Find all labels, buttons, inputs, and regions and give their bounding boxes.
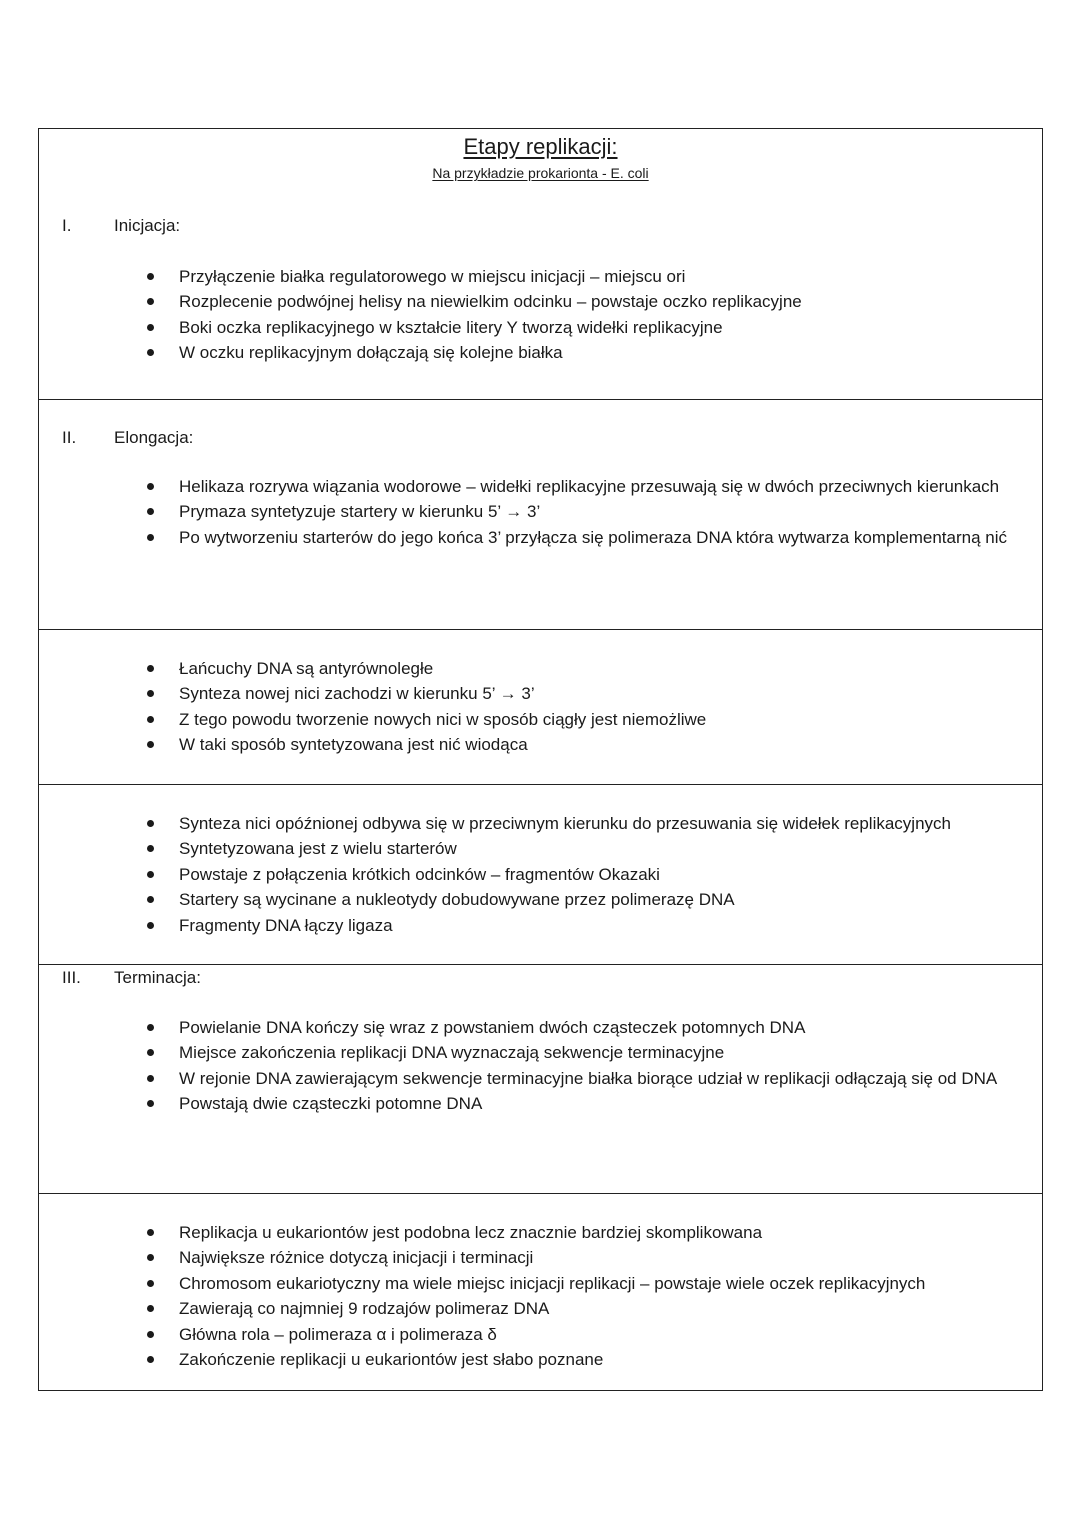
list-item: Rozplecenie podwójnej helisy na niewielkim odcinku – powstaje oczko replikacyjne — [39, 289, 1042, 314]
bullet-icon — [147, 1305, 154, 1312]
list-item: Chromosom eukariotyczny ma wiele miejsc inicjacji replikacji – powstaje wiele oczek replikacyjnych — [39, 1271, 1042, 1296]
list-item: Zawierają co najmniej 9 rodzajów polimeraz DNA — [39, 1296, 1042, 1321]
list-item: Fragmenty DNA łączy ligaza — [39, 913, 1042, 938]
bullet-list — [39, 264, 1042, 366]
bullet-icon — [147, 845, 154, 852]
list-item: Synteza nici opóźnionej odbywa się w przeciwnym kierunku do przesuwania się widełek replikacyjnych — [39, 811, 1042, 836]
bullet-icon — [147, 483, 154, 490]
section-heading-label: Terminacja: — [114, 968, 201, 987]
list-item: Powielanie DNA kończy się wraz z powstaniem dwóch cząsteczek potomnych DNA — [39, 1015, 1042, 1040]
list-item: W taki sposób syntetyzowana jest nić wiodąca — [39, 732, 1042, 757]
bullet-list — [39, 1015, 1042, 1117]
bullet-icon — [147, 690, 154, 697]
list-item: W rejonie DNA zawierającym sekwencje terminacyjne białka biorące udział w replikacji odłączają się od DNA — [39, 1066, 1042, 1091]
list-item: Największe różnice dotyczą inicjacji i terminacji — [39, 1245, 1042, 1270]
section-numeral: I. — [62, 216, 72, 235]
bullet-icon — [147, 741, 154, 748]
bullet-icon — [147, 1229, 154, 1236]
section-elongation — [39, 400, 1042, 630]
list-item: Po wytworzeniu starterów do jego końca 3’ przyłącza się polimeraza DNA która wytwarza komplementarną nić — [39, 525, 1042, 550]
bullet-icon — [147, 324, 154, 331]
section-heading-label: Inicjacja: — [114, 216, 181, 235]
list-item: Syntetyzowana jest z wielu starterów — [39, 836, 1042, 861]
section-lagging-strand — [39, 785, 1042, 965]
document-table — [38, 128, 1043, 1391]
bullet-icon — [147, 871, 154, 878]
bullet-icon — [147, 716, 154, 723]
bullet-icon — [147, 1254, 154, 1261]
list-item: Synteza nowej nici zachodzi w kierunku 5’ → 3’ — [39, 681, 1042, 706]
list-item: Boki oczka replikacyjnego w kształcie litery Y tworzą widełki replikacyjne — [39, 315, 1042, 340]
bullet-icon — [147, 820, 154, 827]
bullet-icon — [147, 1024, 154, 1031]
bullet-icon — [147, 1356, 154, 1363]
bullet-icon — [147, 922, 154, 929]
list-item: Powstają dwie cząsteczki potomne DNA — [39, 1091, 1042, 1116]
bullet-icon — [147, 1100, 154, 1107]
bullet-icon — [147, 665, 154, 672]
section-heading-label: Elongacja: — [114, 428, 194, 447]
bullet-icon — [147, 508, 154, 515]
bullet-list — [39, 1220, 1042, 1372]
bullet-list — [39, 656, 1042, 758]
bullet-icon — [147, 534, 154, 541]
section-initiation — [39, 129, 1042, 400]
list-item: Główna rola – polimeraza α i polimeraza δ — [39, 1322, 1042, 1347]
list-item: Helikaza rozrywa wiązania wodorowe – widełki replikacyjne przesuwają się w dwóch przeciwnych kierunkach — [39, 474, 1042, 499]
bullet-icon — [147, 1331, 154, 1338]
list-item: Miejsce zakończenia replikacji DNA wyznaczają sekwencje terminacyjne — [39, 1040, 1042, 1065]
bullet-icon — [147, 349, 154, 356]
bullet-icon — [147, 1075, 154, 1082]
list-item: Z tego powodu tworzenie nowych nici w sposób ciągły jest niemożliwe — [39, 707, 1042, 732]
section-eukaryotes — [39, 1194, 1042, 1390]
bullet-icon — [147, 896, 154, 903]
section-numeral: III. — [62, 968, 81, 987]
list-item: Przyłączenie białka regulatorowego w miejscu inicjacji – miejscu ori — [39, 264, 1042, 289]
section-numeral: II. — [62, 428, 77, 447]
list-item: W oczku replikacyjnym dołączają się kolejne białka — [39, 340, 1042, 365]
page-title: Etapy replikacji: — [463, 134, 618, 159]
list-item: Replikacja u eukariontów jest podobna lecz znacznie bardziej skomplikowana — [39, 1220, 1042, 1245]
section-termination — [39, 965, 1042, 1194]
bullet-icon — [147, 298, 154, 305]
bullet-list — [39, 811, 1042, 938]
bullet-icon — [147, 1280, 154, 1287]
list-item: Zakończenie replikacji u eukariontów jest słabo poznane — [39, 1347, 1042, 1372]
bullet-icon — [147, 273, 154, 280]
section-leading-strand — [39, 630, 1042, 785]
bullet-list — [39, 474, 1042, 550]
title-block — [39, 129, 1042, 183]
page-subtitle: Na przykładzie prokarionta - E. coli — [432, 165, 649, 181]
list-item: Łańcuchy DNA są antyrównoległe — [39, 656, 1042, 681]
list-item: Powstaje z połączenia krótkich odcinków – fragmentów Okazaki — [39, 862, 1042, 887]
list-item: Startery są wycinane a nukleotydy dobudowywane przez polimerazę DNA — [39, 887, 1042, 912]
bullet-icon — [147, 1049, 154, 1056]
list-item: Prymaza syntetyzuje startery w kierunku 5’ → 3’ — [39, 499, 1042, 524]
